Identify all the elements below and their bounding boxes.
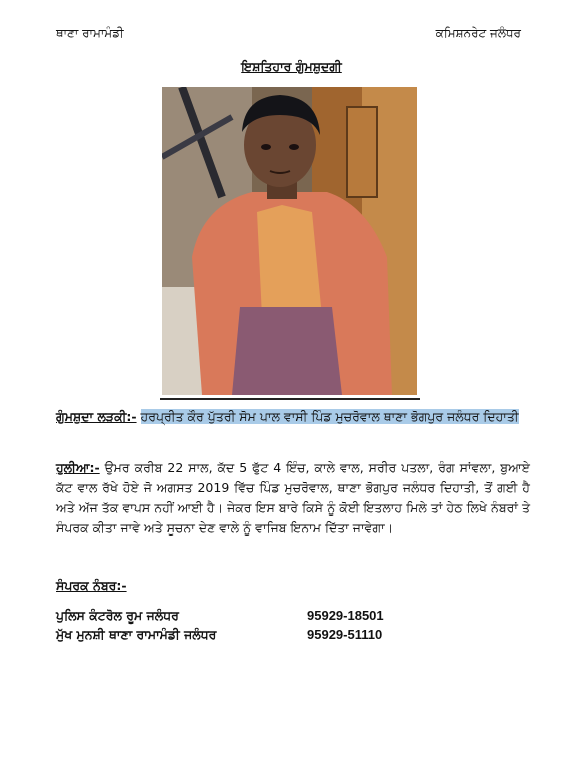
description-paragraph: [56, 458, 530, 538]
header-right-commissionerate: ਕਮਿਸ਼ਨਰੇਟ ਜਲੰਧਰ: [435, 26, 521, 40]
missing-person-photo: [162, 87, 417, 395]
contacts-heading: ਸੰਪਰਕ ਨੰਬਰ:-: [56, 578, 127, 593]
page-title: ਇਸ਼ਤਿਹਾਰ ਗੁੰਮਸ਼ੁਦਗੀ: [241, 59, 342, 74]
contact-name: ਪੁਲਿਸ ਕੰਟਰੋਲ ਰੂਮ ਜਲੰਧਰ: [56, 608, 179, 623]
contact-row: [56, 608, 456, 624]
header-left-police-station: ਥਾਣਾ ਰਾਮਾਮੰਡੀ: [56, 26, 124, 40]
missing-person-paragraph: [56, 407, 530, 427]
missing-person-details: ਹਰਪ੍ਰੀਤ ਕੌਰ ਪੁੱਤਰੀ ਸੋਮ ਪਾਲ ਵਾਸੀ ਪਿੰਡ ਮੁਚਰੋਵਾਲ ਥਾਣਾ ਭੋਗਪੁਰ ਜਲੰਧਰ ਦਿਹਾਤੀ: [140, 409, 519, 424]
contact-number: 95929-51110: [307, 627, 383, 642]
contact-name: ਮੁੱਖ ਮੁਨਸ਼ੀ ਥਾਣਾ ਰਾਮਾਮੰਡੀ ਜਲੰਧਰ: [56, 627, 217, 642]
contact-row: [56, 627, 456, 643]
photo-underline-rule: [160, 398, 420, 400]
contact-number: 95929-18501: [307, 608, 384, 623]
description-label: ਹੁਲੀਆ:-: [56, 460, 100, 475]
description-text: ਉਮਰ ਕਰੀਬ 22 ਸਾਲ, ਕੱਦ 5 ਫੁੱਟ 4 ਇੰਚ, ਕਾਲੇ ਵਾਲ, ਸਰੀਰ ਪਤਲਾ, ਰੰਗ ਸਾਂਵਲਾ, ਬੁਆਏ ਕੱਟ ਵਾਲ ਰੱਖੇ ਹੋਏ ਜੋ ਅਗਸਤ 2019 ਵਿੱਚ ਪਿੰਡ ਮੁਚਰੋਵਾਲ, ਥਾਣਾ ਭੋਗਪੁਰ ਜਲੰਧਰ ਦਿਹਾਤੀ, ਤੋਂ ਗਈ ਹੈ ਅਤੇ ਅੱਜ ਤੱਕ ਵਾਪਸ ਨਹੀਂ ਆਈ ਹੈ। ਜੇਕਰ ਇਸ ਬਾਰੇ ਕਿਸੇ ਨੂੰ ਕੋਈ ਇਤਲਾਹ ਮਿਲੇ ਤਾਂ ਹੇਠ ਲਿਖੇ ਨੰਬਰਾਂ ਤੇ ਸੰਪਰਕ ਕੀਤਾ ਜਾਵੇ ਅਤੇ ਸੂਚਨਾ ਦੇਣ ਵਾਲੇ ਨੂੰ ਵਾਜਿਬ ਇਨਾਮ ਦਿੱਤਾ ਜਾਵੇਗਾ।: [56, 460, 530, 535]
missing-person-label: ਗੁੰਮਸ਼ੁਦਾ ਲੜਕੀ:-: [56, 409, 137, 424]
